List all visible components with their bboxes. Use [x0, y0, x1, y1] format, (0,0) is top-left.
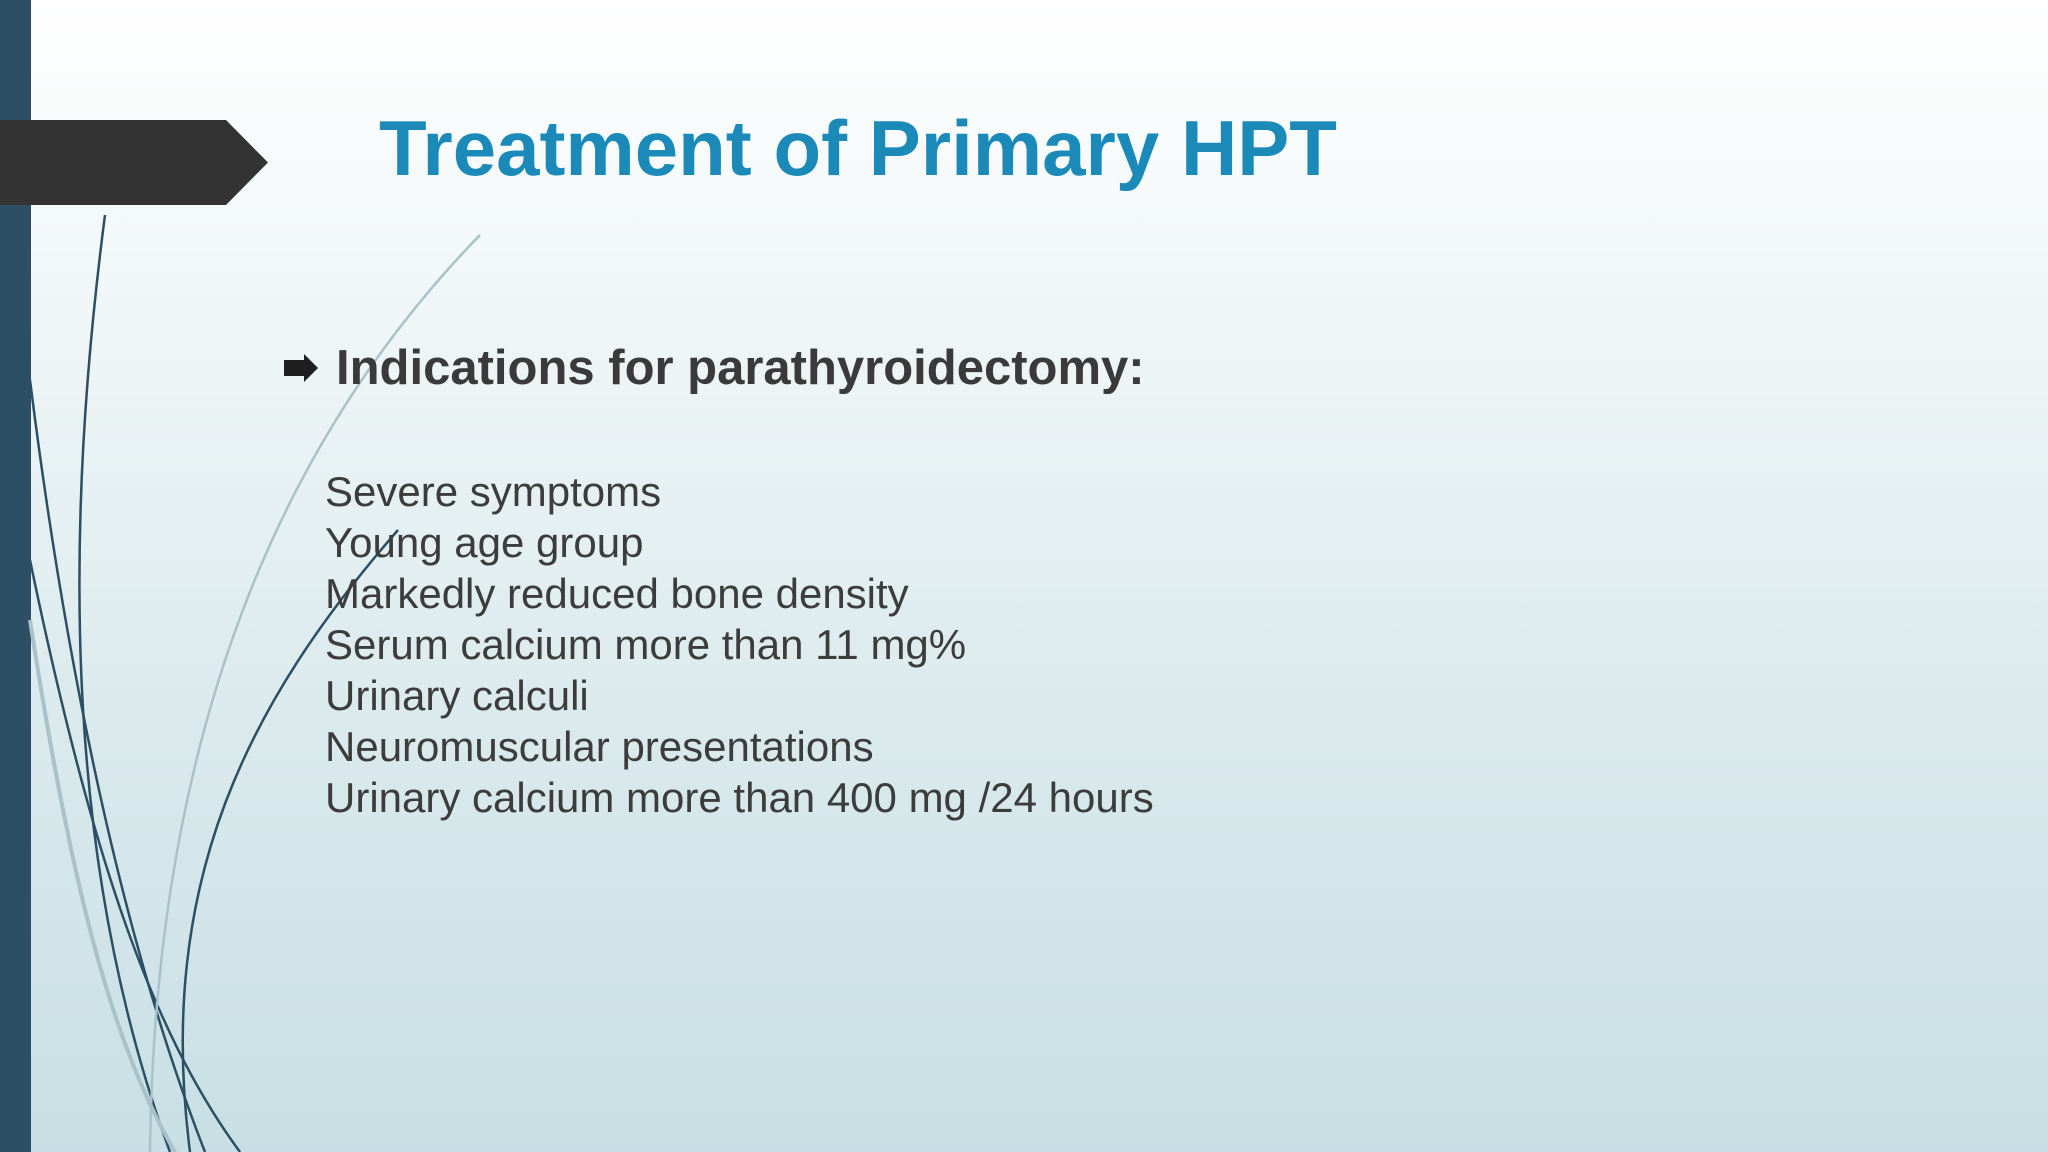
bullet-heading-text: Indications for parathyroidectomy:	[336, 341, 1145, 395]
slide-title: Treatment of Primary HPT	[379, 104, 1337, 192]
list-item: Young age group	[325, 519, 644, 566]
list-item: Urinary calculi	[325, 672, 589, 719]
list-item: Serum calcium more than 11 mg%	[325, 621, 967, 668]
list-item: Markedly reduced bone density	[325, 570, 909, 617]
list-item: Severe symptoms	[325, 468, 662, 515]
title-tab-shape	[0, 120, 268, 205]
list-item: Urinary calcium more than 400 mg /24 hours	[325, 774, 1154, 821]
arrow-right-icon	[282, 352, 320, 384]
bullet-heading	[282, 336, 1145, 400]
list-item: Neuromuscular presentations	[325, 723, 874, 770]
indications-list	[325, 466, 1154, 823]
